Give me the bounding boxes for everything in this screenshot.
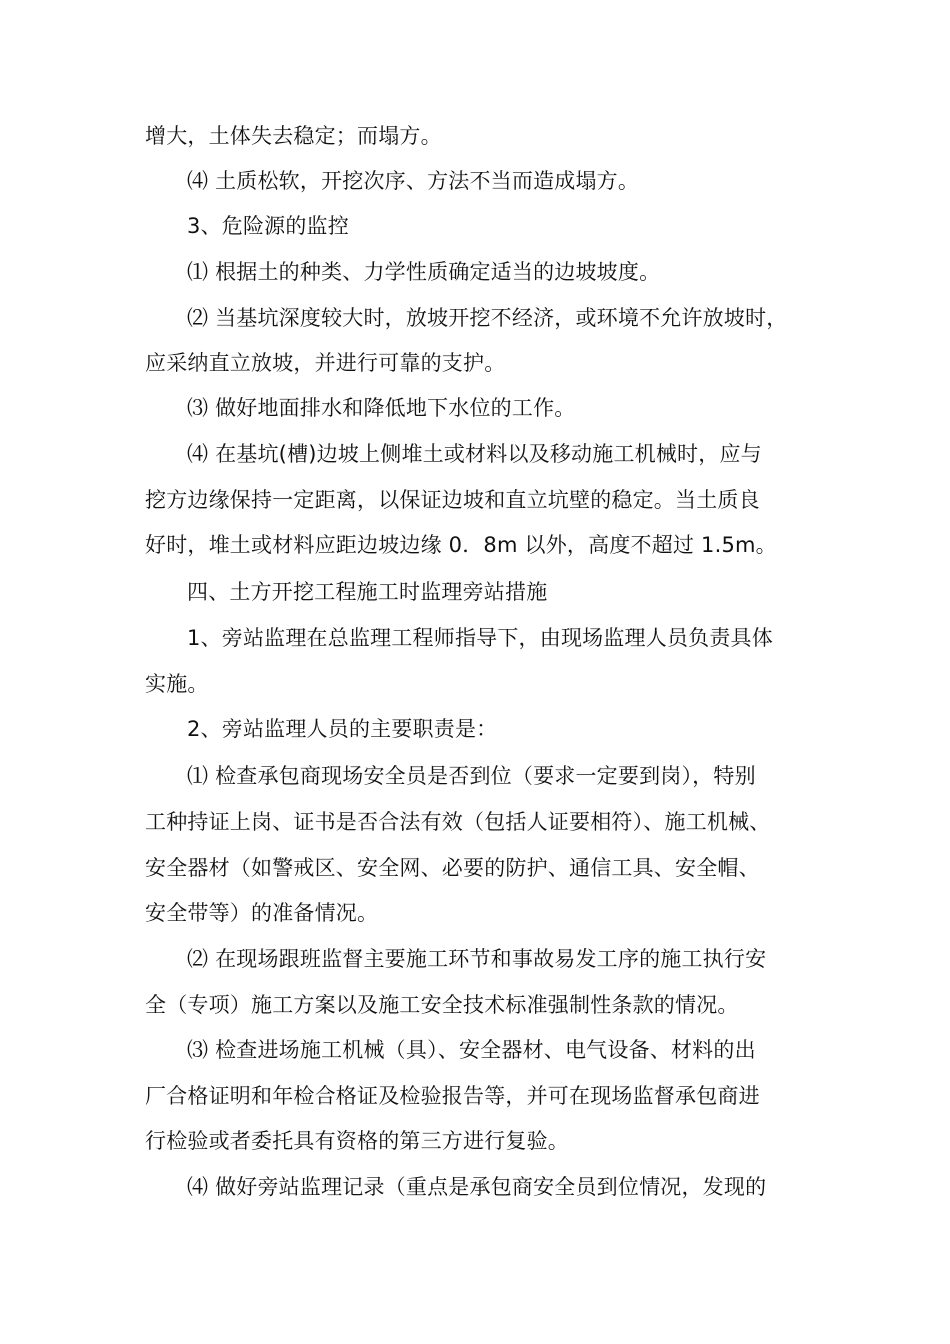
text-line: ⑴ 根据土的种类、力学性质确定适当的边坡坡度。 <box>187 260 661 284</box>
text-line: ⑴ 检查承包商现场安全员是否到位（要求一定要到岗），特别 <box>187 764 756 788</box>
text-line: ⑶ 检查进场施工机械（具）、安全器材、电气设备、材料的出 <box>187 1038 756 1062</box>
text-line: 行检验或者委托具有资格的第三方进行复验。 <box>145 1129 569 1153</box>
text-line: ⑷ 土质松软，开挖次序、方法不当而造成塌方。 <box>187 169 640 193</box>
text-line: 好时，堆土或材料应距边坡边缘 0．8m 以外，高度不超过 1.5m。 <box>145 533 777 557</box>
section-heading: 四、土方开挖工程施工时监理旁站措施 <box>187 580 548 604</box>
text-line: 厂合格证明和年检合格证及检验报告等，并可在现场监督承包商进 <box>145 1084 760 1108</box>
text-line: 安全带等）的准备情况。 <box>145 901 379 925</box>
text-line: 实施。 <box>145 672 209 696</box>
text-line: ⑵ 在现场跟班监督主要施工环节和事故易发工序的施工执行安 <box>187 947 767 971</box>
text-line: ⑶ 做好地面排水和降低地下水位的工作。 <box>187 396 576 420</box>
text-line: 工种持证上岗、证书是否合法有效（包括人证要相符）、施工机械、 <box>145 810 771 834</box>
text-line: 增大，土体失去稳定；而塌方。 <box>145 124 442 148</box>
text-line: ⑷ 在基坑(槽)边坡上侧堆土或材料以及移动施工机械时，应与 <box>187 442 762 466</box>
section-heading: 3、危险源的监控 <box>187 214 349 238</box>
text-line: ⑷ 做好旁站监理记录（重点是承包商安全员到位情况，发现的 <box>187 1175 767 1199</box>
text-line: 挖方边缘保持一定距离，以保证边坡和直立坑壁的稳定。当土质良 <box>145 488 760 512</box>
section-heading: 2、旁站监理人员的主要职责是： <box>187 717 498 741</box>
text-line: 1、旁站监理在总监理工程师指导下，由现场监理人员负责具体 <box>187 626 773 650</box>
text-line: 应采纳直立放坡，并进行可靠的支护。 <box>145 351 506 375</box>
text-line: 全（专项）施工方案以及施工安全技术标准强制性条款的情况。 <box>145 993 739 1017</box>
text-line: 安全器材（如警戒区、安全网、必要的防护、通信工具、安全帽、 <box>145 856 760 880</box>
text-line: ⑵ 当基坑深度较大时，放坡开挖不经济，或环境不允许放坡时， <box>187 306 788 330</box>
